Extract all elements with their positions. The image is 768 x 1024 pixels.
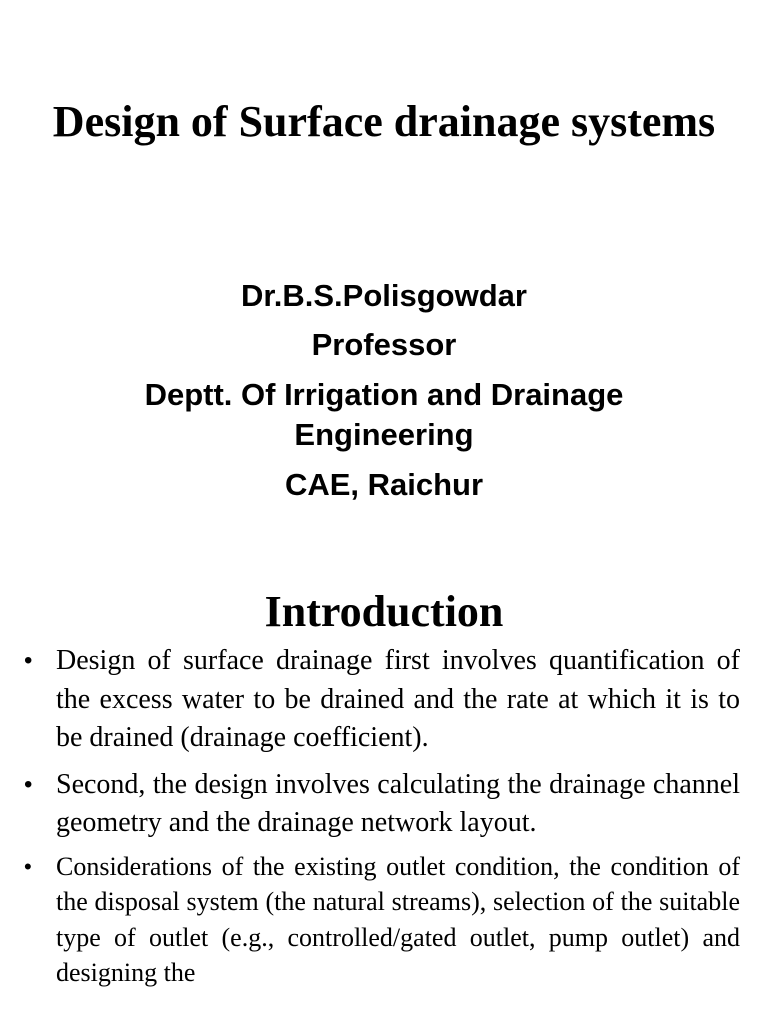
author-name: Dr.B.S.Polisgowdar: [241, 278, 527, 313]
bullet-text: Design of surface drainage first involves quantification of the excess water to be drained and the rate at which it is to be drained (drainage coefficient).: [56, 645, 740, 753]
bullet-icon: •: [24, 647, 33, 674]
presentation-title: Design of Surface drainage systems: [52, 97, 716, 146]
bullet-text: Considerations of the existing outlet condition, the condition of the disposal system (the natural streams), selection of the suitable type of outlet (e.g., controlled/gated outlet, pump outlet) and designing the: [56, 851, 740, 987]
list-item: [24, 642, 740, 758]
author-department: Deptt. Of Irrigation and Drainage Engineering: [144, 377, 624, 452]
bullet-icon: •: [24, 853, 32, 879]
list-item: [24, 849, 740, 991]
list-item: [24, 766, 740, 843]
bullet-text: Second, the design involves calculating the drainage channel geometry and the drainage network layout.: [56, 768, 740, 838]
author-college: CAE, Raichur: [284, 467, 484, 502]
author-position: Professor: [311, 327, 457, 362]
bullet-icon: •: [24, 770, 33, 798]
introduction-slide: [0, 580, 768, 1024]
author-block: [100, 276, 668, 505]
bullet-list: [24, 642, 740, 991]
introduction-heading: Introduction: [264, 587, 504, 636]
